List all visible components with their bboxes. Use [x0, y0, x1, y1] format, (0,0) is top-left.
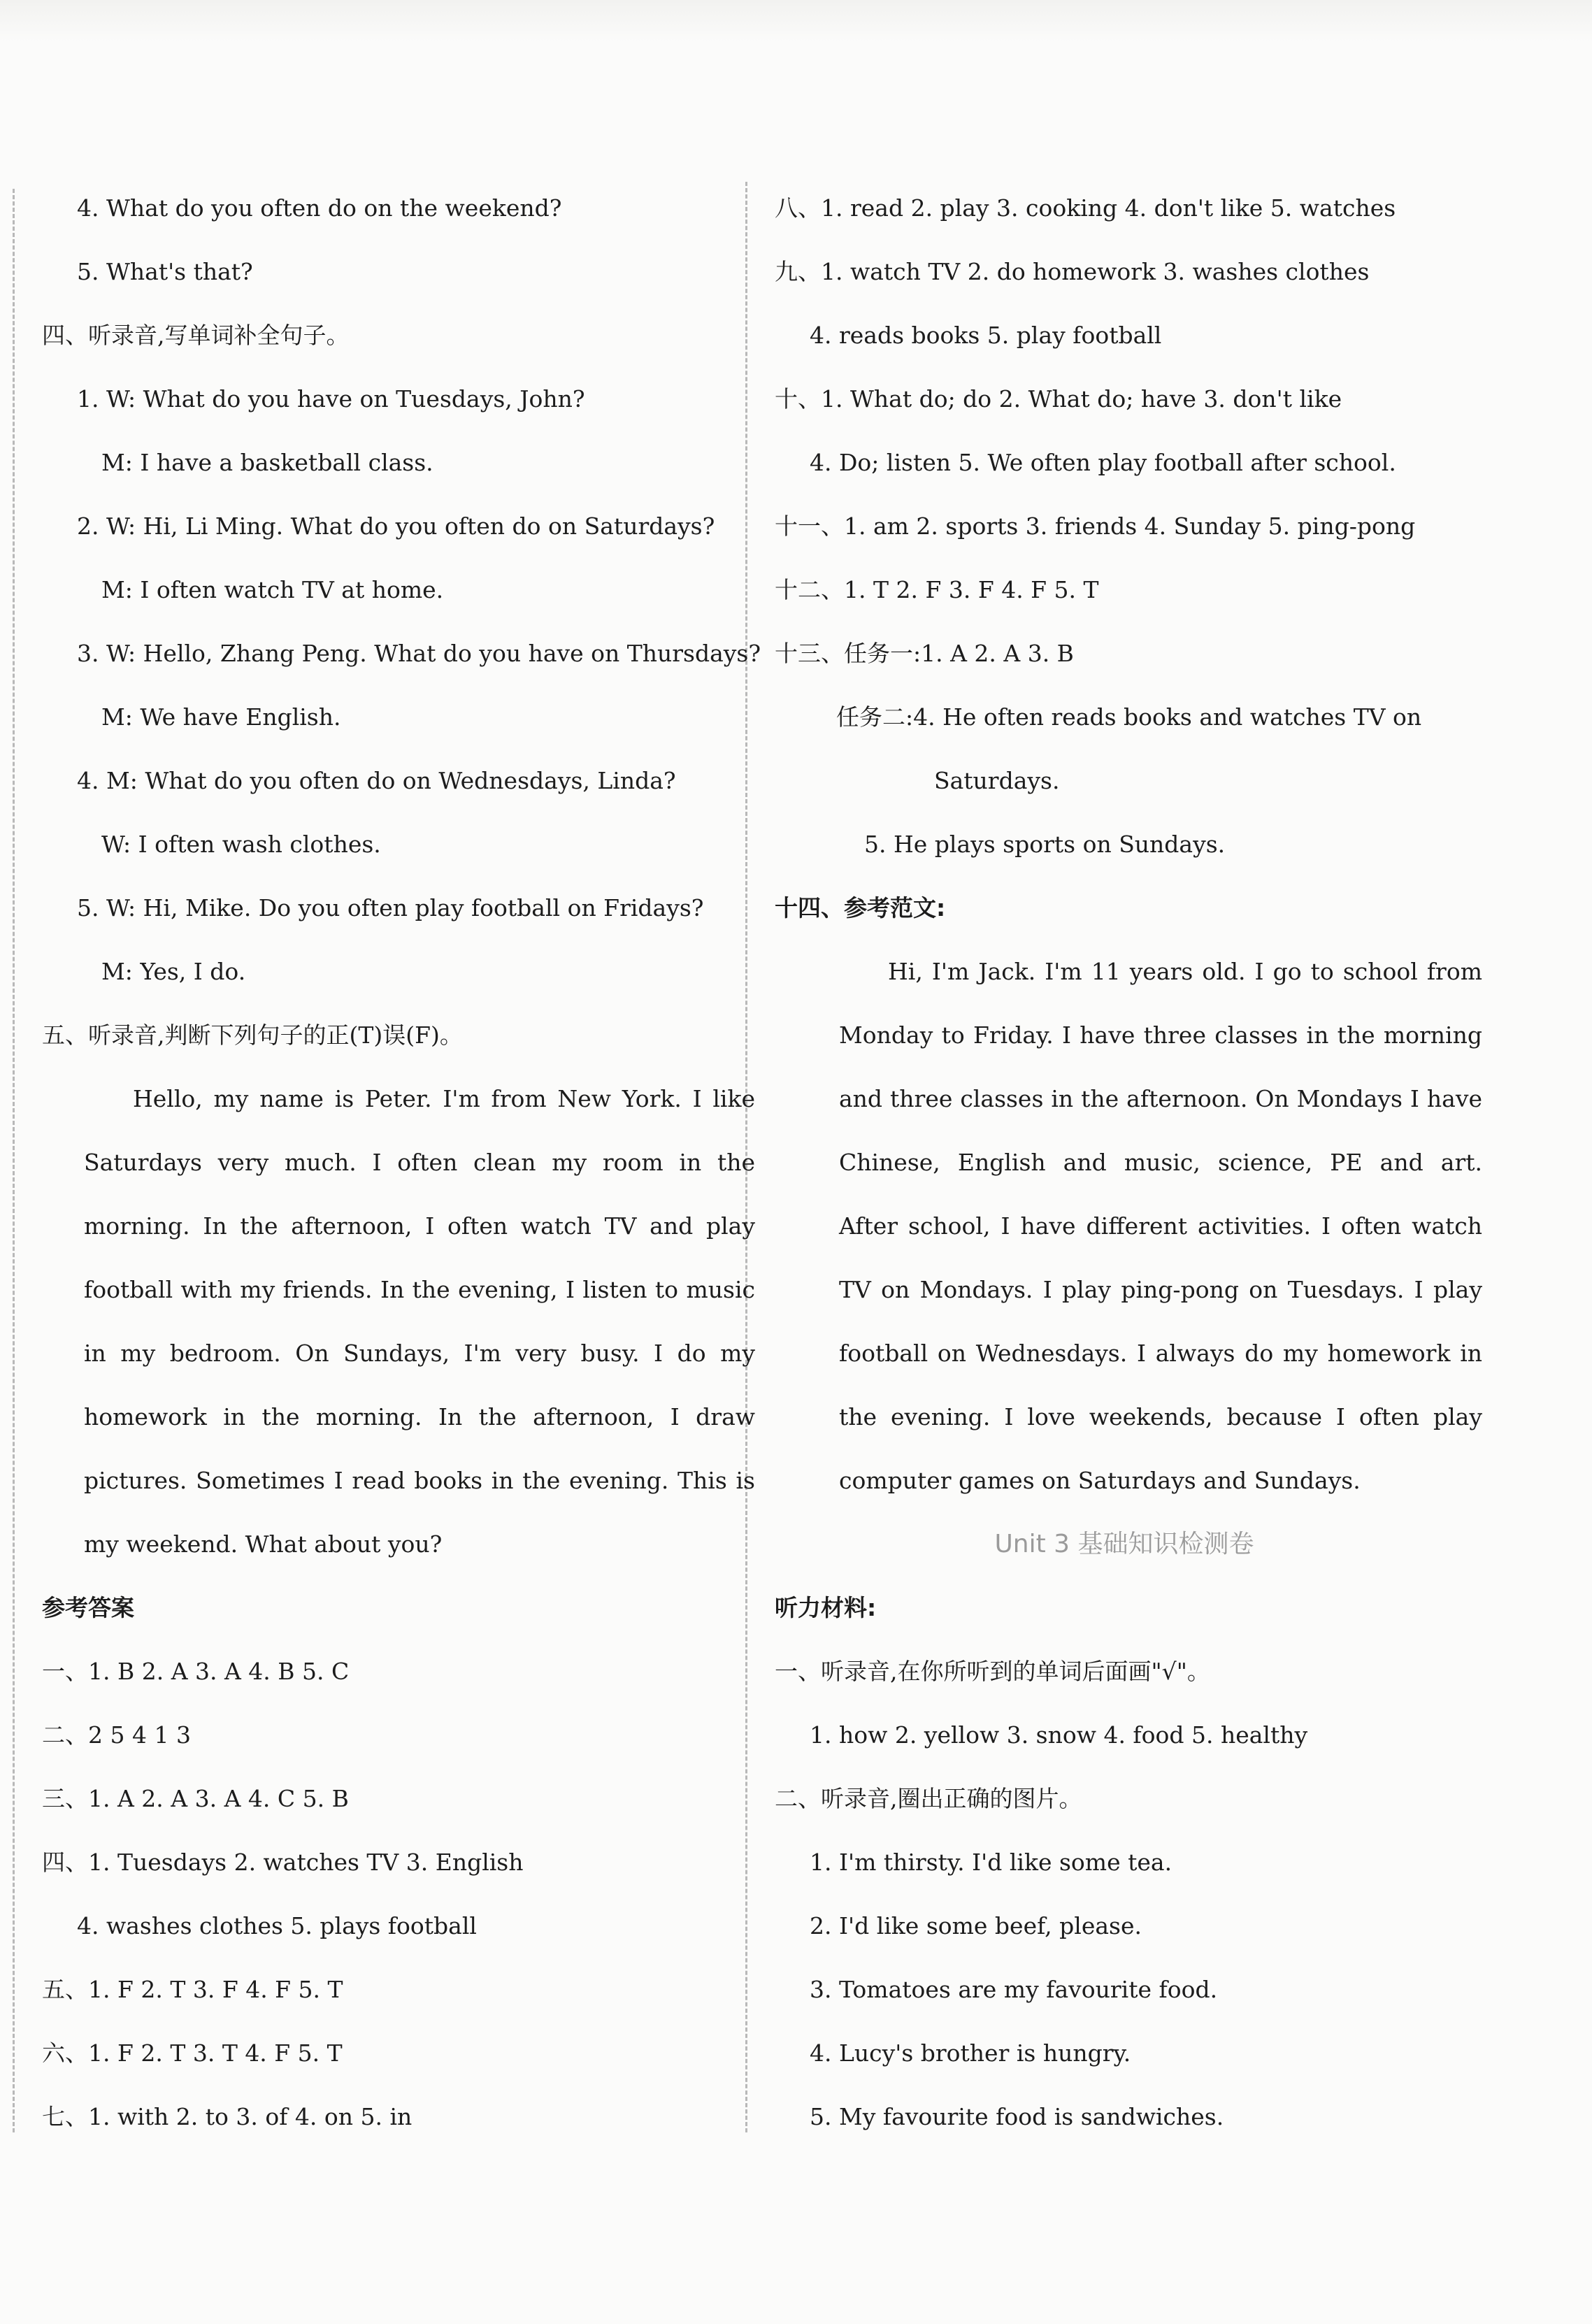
- dialogue-line: M: I often watch TV at home.: [101, 576, 444, 603]
- section-title: 一、听录音,在你所听到的单词后面画"√"。: [775, 1658, 1210, 1685]
- sentence-line: 3. Tomatoes are my favourite food.: [810, 1976, 1218, 2003]
- dialogue-line: M: Yes, I do.: [101, 958, 246, 985]
- left-column: [42, 176, 761, 2149]
- dialogue-line: 5. W: Hi, Mike. Do you often play football on Fridays?: [77, 894, 704, 921]
- essay-line: Hi, I'm Jack. I'm 11 years old. I go to school from: [888, 958, 1482, 985]
- answer-line: 九、1. watch TV 2. do homework 3. washes clothes: [775, 258, 1370, 285]
- right-column: [775, 176, 1482, 2149]
- answers-heading: 参考答案: [42, 1594, 134, 1621]
- passage-line: morning. In the afternoon, I often watch TV and play: [84, 1212, 755, 1240]
- word-list: 1. how 2. yellow 3. snow 4. food 5. healthy: [810, 1721, 1308, 1749]
- answer-line: 五、1. F 2. T 3. F 4. F 5. T: [42, 1976, 343, 2003]
- section-title: 二、听录音,圈出正确的图片。: [775, 1785, 1082, 1812]
- listening-line: 5. What's that?: [77, 258, 253, 285]
- answer-line: 四、1. Tuesdays 2. watches TV 3. English: [42, 1849, 524, 1876]
- unit-title: Unit 3 基础知识检测卷: [994, 1530, 1254, 1558]
- passage-line: homework in the morning. In the afternoon, I draw: [84, 1403, 755, 1430]
- sentence-line: 4. Lucy's brother is hungry.: [810, 2039, 1131, 2067]
- answer-line: 4. Do; listen 5. We often play football after school.: [810, 449, 1396, 476]
- essay-line: the evening. I love weekends, because I often play: [839, 1403, 1482, 1430]
- essay-line: TV on Mondays. I play ping-pong on Tuesdays. I play: [839, 1276, 1482, 1303]
- passage-line: Saturdays very much. I often clean my room in the: [84, 1149, 755, 1176]
- answer-line: 一、1. B 2. A 3. A 4. B 5. C: [42, 1658, 350, 1685]
- answer-line: 十、1. What do; do 2. What do; have 3. don't like: [775, 385, 1342, 413]
- essay-line: computer games on Saturdays and Sundays.: [839, 1467, 1361, 1494]
- passage-line: Hello, my name is Peter. I'm from New York. I like: [133, 1085, 755, 1112]
- answer-line: 十二、1. T 2. F 3. F 4. F 5. T: [775, 576, 1099, 603]
- sentence-line: 5. My favourite food is sandwiches.: [810, 2103, 1224, 2130]
- dialogue-line: W: I often wash clothes.: [101, 831, 381, 858]
- answer-line: 十三、任务一:1. A 2. A 3. B: [775, 640, 1074, 667]
- essay-line: and three classes in the afternoon. On Mondays I have: [839, 1085, 1482, 1112]
- essay-heading: 十四、参考范文:: [775, 894, 946, 921]
- dialogue-line: M: I have a basketball class.: [101, 449, 433, 476]
- answer-line: 任务二:4. He often reads books and watches TV on: [836, 703, 1422, 731]
- answer-line: 4. washes clothes 5. plays football: [77, 1912, 477, 1939]
- sentence-line: 2. I'd like some beef, please.: [810, 1912, 1142, 1939]
- listening-line: 4. What do you often do on the weekend?: [77, 194, 562, 222]
- sentence-line: 1. I'm thirsty. I'd like some tea.: [810, 1849, 1173, 1876]
- answer-line: 二、2 5 4 1 3: [42, 1721, 191, 1749]
- passage-line: in my bedroom. On Sundays, I'm very busy. I do my: [84, 1340, 755, 1367]
- essay-line: Chinese, English and music, science, PE and art.: [839, 1149, 1482, 1176]
- answer-line: 4. reads books 5. play football: [810, 322, 1162, 349]
- passage-line: football with my friends. In the evening, I listen to music: [84, 1276, 755, 1303]
- essay-line: Monday to Friday. I have three classes in the morning: [839, 1021, 1482, 1049]
- answer-line: 5. He plays sports on Sundays.: [864, 831, 1226, 858]
- answer-line: Saturdays.: [934, 767, 1060, 794]
- answer-line: 三、1. A 2. A 3. A 4. C 5. B: [42, 1785, 349, 1812]
- answer-line: 八、1. read 2. play 3. cooking 4. don't like 5. watches: [775, 194, 1396, 222]
- dialogue-line: 2. W: Hi, Li Ming. What do you often do on Saturdays?: [77, 512, 715, 540]
- section-title: 四、听录音,写单词补全句子。: [42, 322, 350, 349]
- dialogue-line: 4. M: What do you often do on Wednesdays, Linda?: [77, 767, 676, 794]
- passage-line: pictures. Sometimes I read books in the evening. This is: [84, 1467, 755, 1494]
- answer-line: 十一、1. am 2. sports 3. friends 4. Sunday 5. ping-pong: [775, 512, 1416, 540]
- dialogue-line: 3. W: Hello, Zhang Peng. What do you have on Thursdays?: [77, 640, 761, 667]
- passage-line: my weekend. What about you?: [84, 1530, 443, 1558]
- essay-line: football on Wednesdays. I always do my homework in: [839, 1340, 1482, 1367]
- dialogue-line: M: We have English.: [101, 703, 341, 731]
- dialogue-line: 1. W: What do you have on Tuesdays, John?: [77, 385, 585, 413]
- listening-heading: 听力材料:: [775, 1594, 877, 1621]
- section-title: 五、听录音,判断下列句子的正(T)误(F)。: [42, 1021, 463, 1049]
- answer-line: 六、1. F 2. T 3. T 4. F 5. T: [42, 2039, 343, 2067]
- essay-line: After school, I have different activities. I often watch: [839, 1212, 1482, 1240]
- answer-line: 七、1. with 2. to 3. of 4. on 5. in: [42, 2103, 413, 2130]
- page-top-shade: [0, 0, 1592, 42]
- left-margin-rule: [13, 189, 15, 2132]
